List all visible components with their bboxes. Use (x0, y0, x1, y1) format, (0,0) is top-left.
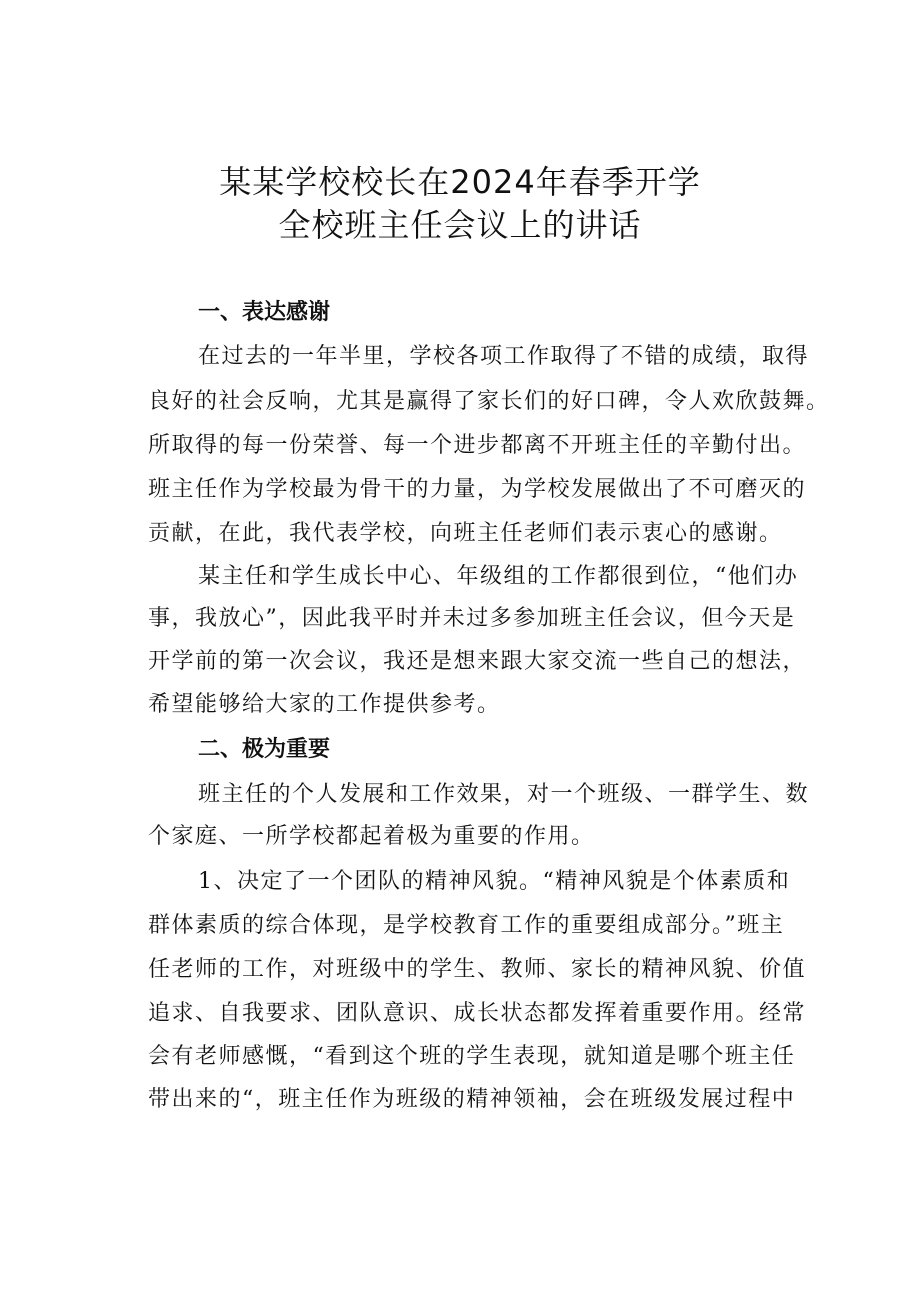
paragraph-line: 事，我放心”，因此我平时并未过多参加班主任会议，但今天是 (148, 606, 796, 631)
section-heading-2: 二、极为重要 (198, 737, 331, 762)
paragraph-line: 群体素质的综合体现，是学校教育工作的重要组成部分。”班主 (148, 913, 785, 938)
paragraph-line: 某主任和学生成长中心、年级组的工作都很到位，“他们办 (198, 564, 799, 589)
paragraph-line: 贡献，在此，我代表学校，向班主任老师们表示衷心的感谢。 (148, 521, 783, 546)
paragraph-line: 班主任作为学校最为骨干的力量，为学校发展做出了不可磨灭的 (148, 477, 807, 502)
paragraph-line: 任老师的工作，对班级中的学生、教师、家长的精神风貌、价值 (148, 957, 807, 982)
paragraph-line: 开学前的第一次会议，我还是想来跟大家交流一些自己的想法， (148, 649, 807, 674)
document-title-line-2: 全校班主任会议上的讲话 (278, 206, 642, 244)
paragraph-line: 在过去的一年半里，学校各项工作取得了不错的成绩，取得 (198, 344, 810, 369)
paragraph-line: 追求、自我要求、团队意识、成长状态都发挥着重要作用。经常 (148, 1001, 807, 1026)
paragraph-line: 班主任的个人发展和工作效果，对一个班级、一群学生、数 (198, 782, 810, 807)
paragraph-line: 希望能够给大家的工作提供参考。 (148, 692, 501, 717)
paragraph-line: 个家庭、一所学校都起着极为重要的作用。 (148, 824, 595, 849)
section-heading-1: 一、表达感谢 (198, 300, 331, 325)
paragraph-line: 良好的社会反响，尤其是赢得了家长们的好口碑，令人欢欣鼓舞。 (148, 389, 830, 414)
paragraph-line: 所取得的每一份荣誉、每一个进步都离不开班主任的辛勤付出。 (148, 433, 807, 458)
paragraph-line: 1、决定了一个团队的精神风貌。“精神风貌是个体素质和 (198, 869, 791, 894)
paragraph-line: 带出来的“，班主任作为班级的精神领袖，会在班级发展过程中 (148, 1087, 796, 1112)
paragraph-line: 会有老师感慨，“看到这个班的学生表现，就知道是哪个班主任 (148, 1044, 796, 1069)
document-title-line-1: 某某学校校长在2024年春季开学 (219, 163, 701, 201)
